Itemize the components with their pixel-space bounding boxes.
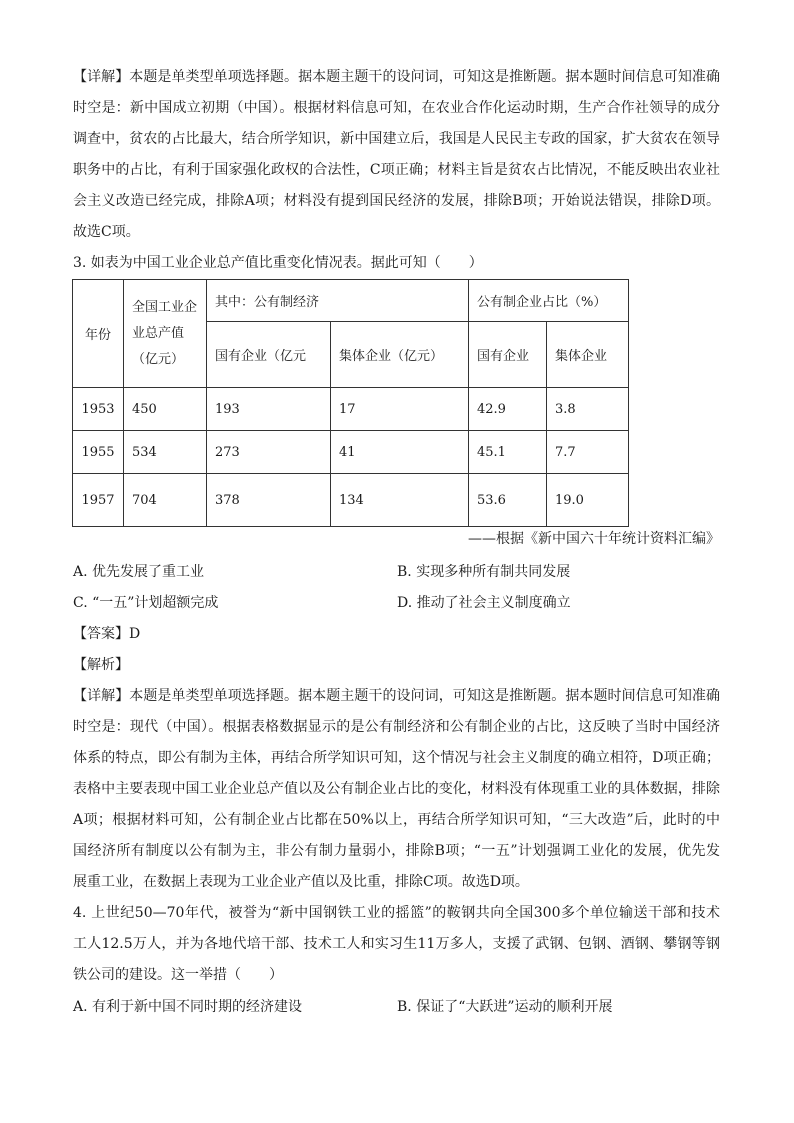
statistics-table [72,279,629,527]
option-d[interactable]: D. 推动了社会主义制度确立 [397,595,571,611]
detail-line: 故选C项。 [73,224,140,240]
detail-line: 调查中，贫农的占比最大，结合所学知识，新中国建立后，我国是人民民主专政的国家，扩大贫农在领导 [73,131,720,147]
cell-state: 193 [207,388,331,431]
cell-state: 273 [207,431,331,474]
cell-collective-share: 19.0 [547,474,629,527]
header-public-economy: 其中：公有制经济 [207,280,469,322]
detail-line: 职务中的占比，有利于国家强化政权的合法性，C项正确；材料主旨是贫农占比情况，不能反映出农业社 [73,162,720,178]
detail-line: 会主义改造已经完成，排除A项；材料没有提到国民经济的发展，排除B项；开始说法错误，排除D项。 [73,193,720,209]
detail-line: 时空是：现代（中国）。根据表格数据显示的是公有制经济和公有制企业的占比，这反映了当时中国经济 [73,719,720,735]
table-source: ——根据《新中国六十年统计资料汇编》 [468,531,720,547]
detail-line: 体系的特点，即公有制为主体，再结合所学知识可知，这个情况与社会主义制度的确立相符，D项正确； [73,750,720,766]
detail-line: 表格中主要表现中国工业企业总产值以及公有制企业占比的变化，材料没有体现重工业的具体数据，排除 [73,781,720,797]
header-state-owned: 国有企业（亿元 [207,322,331,388]
cell-state-share: 53.6 [469,474,547,527]
detail-line: 时空是：新中国成立初期（中国）。根据材料信息可知，在农业合作化运动时期，生产合作社领导的成分 [73,100,720,116]
cell-year: 1957 [73,474,124,527]
cell-state-share: 45.1 [469,431,547,474]
option-a[interactable]: A. 优先发展了重工业 [73,564,205,580]
cell-total: 450 [124,388,207,431]
header-collective-share: 集体企业 [547,322,629,388]
cell-collective: 41 [331,431,469,474]
header-total-output: 全国工业企 业总产值 （亿元） [124,280,207,388]
detail-line: A项；根据材料可知，公有制企业占比都在50%以上，再结合所学知识可知，“三大改造”后，此时的中 [73,812,720,828]
cell-collective: 134 [331,474,469,527]
cell-state: 378 [207,474,331,527]
cell-collective-share: 7.7 [547,431,629,474]
question-line: 4. 上世纪50—70年代，被誉为“新中国钢铁工业的摇篮”的鞍钢共向全国300多个单位输送干部和技术 [73,905,720,921]
analysis-title: 【解析】 [73,657,129,673]
cell-collective-share: 3.8 [547,388,629,431]
option-c[interactable]: C. “一五”计划超额完成 [73,595,219,611]
question-line: 工人12.5万人，并为各地代培干部、技术工人和实习生11万多人，支援了武钢、包钢、酒钢、攀钢等钢 [73,936,720,952]
table-row [73,431,629,474]
detail-line: 展重工业，在数据上表现为工业企业产值以及比重，排除C项。故选D项。 [73,874,529,890]
cell-total: 704 [124,474,207,527]
table-row [73,474,629,527]
cell-year: 1955 [73,431,124,474]
table-row [73,388,629,431]
header-collective: 集体企业（亿元） [331,322,469,388]
option-b[interactable]: B. 实现多种所有制共同发展 [397,564,571,580]
header-year: 年份 [73,280,124,388]
question-3-stem: 3. 如表为中国工业企业总产值比重变化情况表。据此可知（ ） [73,255,483,271]
question-line: 铁公司的建设。这一举措（ ） [73,967,283,983]
answer: 【答案】D [73,626,141,642]
detail-line: 【详解】本题是单类型单项选择题。据本题主题干的设问词，可知这是推断题。据本题时间信息可知准确 [73,69,720,85]
cell-collective: 17 [331,388,469,431]
cell-total: 534 [124,431,207,474]
header-public-share: 公有制企业占比（%） [469,280,629,322]
detail-line: 国经济所有制度以公有制为主，非公有制力量弱小，排除B项；“一五”计划强调工业化的发展，优先发 [73,843,720,859]
header-state-share: 国有企业 [469,322,547,388]
option-b[interactable]: B. 保证了“大跃进”运动的顺利开展 [397,999,613,1015]
detail-line: 【详解】本题是单类型单项选择题。据本题主题干的设问词，可知这是推断题。据本题时间信息可知准确 [73,688,720,704]
cell-year: 1953 [73,388,124,431]
option-a[interactable]: A. 有利于新中国不同时期的经济建设 [73,999,303,1015]
cell-state-share: 42.9 [469,388,547,431]
